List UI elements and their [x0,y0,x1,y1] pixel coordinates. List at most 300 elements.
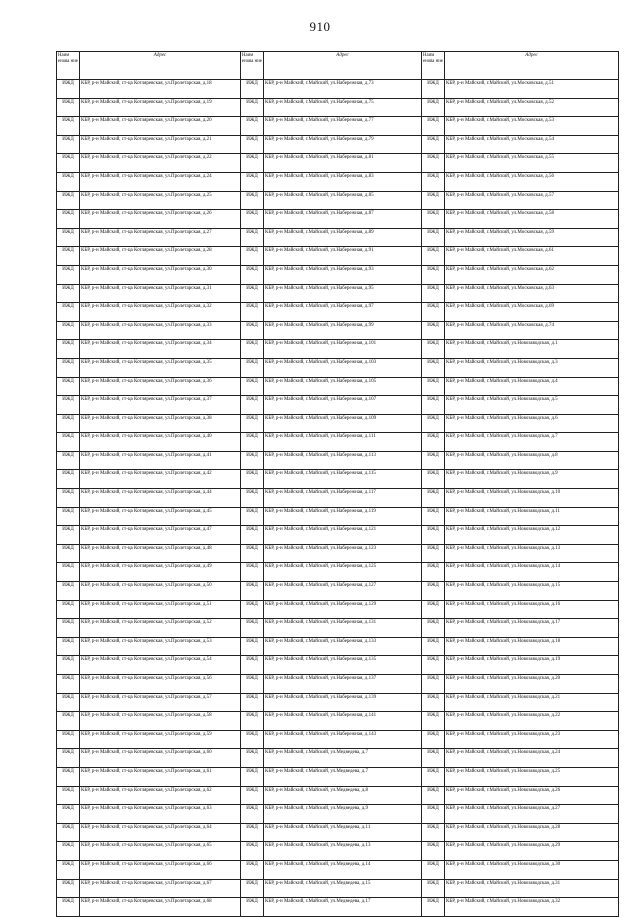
address-cell: КБР, р-н Майский, г.Майский, ул.Московская, д.63 [445,284,619,303]
building-type-cell: ИЖД [57,489,80,508]
building-type-cell: ИЖД [241,823,264,842]
address-cell: КБР, р-н Майский, г.Майский, ул.Московская, д.62 [445,265,619,284]
address-cell: КБР, р-н Майский, г.Майский, ул.Новозаводская, д.14 [445,563,619,582]
building-type-cell: ИЖД [422,228,445,247]
building-type-cell: ИЖД [57,303,80,322]
building-type-cell: ИЖД [241,860,264,879]
building-type-cell: ИЖД [422,600,445,619]
address-cell: КБР, р-н Майский, г.Майский, ул.Московская, д.58 [445,210,619,229]
building-type-cell: ИЖД [241,470,264,489]
table-row [57,154,619,173]
table-row [57,489,619,508]
address-cell: КБР, р-н Майский, ст-ца Котляревская, ул.Пролетарская, д.33 [80,321,241,340]
address-cell: КБР, р-н Майский, г.Майский, ул.Набережная, д.83 [264,172,422,191]
building-type-cell: ИЖД [57,898,80,917]
building-type-cell: ИЖД [57,191,80,210]
address-cell: КБР, р-н Майский, ст-ца Котляревская, ул.Пролетарская, д.60 [80,749,241,768]
building-type-cell: ИЖД [241,228,264,247]
address-cell: КБР, р-н Майский, г.Майский, ул.Новозаводская, д.18 [445,637,619,656]
building-type-cell: ИЖД [422,265,445,284]
address-cell: КБР, р-н Майский, г.Майский, ул.Новозаводская, д.23 [445,730,619,749]
address-cell: КБР, р-н Майский, ст-ца Котляревская, ул.Пролетарская, д.47 [80,526,241,545]
building-type-cell: ИЖД [57,749,80,768]
table-row [57,563,619,582]
building-type-cell: ИЖД [241,693,264,712]
address-cell: КБР, р-н Майский, ст-ца Котляревская, ул.Пролетарская, д.31 [80,284,241,303]
building-type-cell: ИЖД [241,414,264,433]
address-cell: КБР, р-н Майский, ст-ца Котляревская, ул.Пролетарская, д.26 [80,210,241,229]
building-type-cell: ИЖД [241,247,264,266]
table-row [57,321,619,340]
address-cell: КБР, р-н Майский, ст-ца Котляревская, ул.Пролетарская, д.62 [80,786,241,805]
building-type-cell: ИЖД [241,879,264,898]
building-type-cell: ИЖД [57,80,80,99]
address-cell: КБР, р-н Майский, г.Майский, ул.Набережная, д.87 [264,210,422,229]
address-cell: КБР, р-н Майский, г.Майский, ул.Новозаводская, д.4 [445,377,619,396]
address-cell: КБР, р-н Майский, г.Майский, ул.Новозаводская, д.25 [445,767,619,786]
address-cell: КБР, р-н Майский, г.Майский, ул.Новозаводская, д.9 [445,470,619,489]
page-number: 910 [309,19,331,34]
building-type-cell: ИЖД [422,284,445,303]
address-cell: КБР, р-н Майский, г.Майский, ул.Московская, д.56 [445,172,619,191]
header-address: Адрес [264,52,422,80]
address-cell: КБР, р-н Майский, г.Майский, ул.Набережная, д.79 [264,135,422,154]
address-cell: КБР, р-н Майский, г.Майский, ул.Новозаводская, д.8 [445,451,619,470]
header-address: Адрес [80,52,241,80]
building-type-cell: ИЖД [241,842,264,861]
building-type-cell: ИЖД [241,284,264,303]
address-cell: КБР, р-н Майский, г.Майский, ул.Медведева, д.13 [264,842,422,861]
address-cell: КБР, р-н Майский, г.Майский, ул.Новозаводская, д.20 [445,675,619,694]
address-cell: КБР, р-н Майский, г.Майский, ул.Новозаводская, д.19 [445,656,619,675]
table-row [57,377,619,396]
table-row [57,470,619,489]
address-cell: КБР, р-н Майский, г.Майский, ул.Набережная, д.123 [264,544,422,563]
building-type-cell: ИЖД [422,135,445,154]
address-cell: КБР, р-н Майский, ст-ца Котляревская, ул.Пролетарская, д.64 [80,823,241,842]
address-cell: КБР, р-н Майский, ст-ца Котляревская, ул.Пролетарская, д.42 [80,470,241,489]
table-row [57,433,619,452]
building-type-cell: ИЖД [57,842,80,861]
building-type-cell: ИЖД [241,396,264,415]
address-cell: КБР, р-н Майский, г.Майский, ул.Новозаводская, д.24 [445,749,619,768]
address-cell: КБР, р-н Майский, г.Майский, ул.Московская, д.53 [445,117,619,136]
address-cell: КБР, р-н Майский, ст-ца Котляревская, ул.Пролетарская, д.30 [80,265,241,284]
address-cell: КБР, р-н Майский, ст-ца Котляревская, ул.Пролетарская, д.53 [80,637,241,656]
building-type-cell: ИЖД [57,823,80,842]
address-cell: КБР, р-н Майский, ст-ца Котляревская, ул.Пролетарская, д.25 [80,191,241,210]
building-type-cell: ИЖД [241,172,264,191]
address-cell: КБР, р-н Майский, ст-ца Котляревская, ул.Пролетарская, д.57 [80,693,241,712]
address-cell: КБР, р-н Майский, г.Майский, ул.Набережная, д.111 [264,433,422,452]
building-type-cell: ИЖД [57,786,80,805]
address-cell: КБР, р-н Майский, ст-ца Котляревская, ул.Пролетарская, д.63 [80,805,241,824]
building-type-cell: ИЖД [57,433,80,452]
table-row [57,98,619,117]
address-cell: КБР, р-н Майский, ст-ца Котляревская, ул.Пролетарская, д.48 [80,544,241,563]
building-type-cell: ИЖД [57,228,80,247]
address-cell: КБР, р-н Майский, г.Майский, ул.Набережная, д.99 [264,321,422,340]
table-row [57,507,619,526]
building-type-cell: ИЖД [57,712,80,731]
address-cell: КБР, р-н Майский, ст-ца Котляревская, ул.Пролетарская, д.21 [80,135,241,154]
address-cell: КБР, р-н Майский, г.Майский, ул.Набережная, д.125 [264,563,422,582]
table-row [57,619,619,638]
building-type-cell: ИЖД [422,154,445,173]
table-header-row [57,52,619,80]
address-cell: КБР, р-н Майский, ст-ца Котляревская, ул.Пролетарская, д.54 [80,656,241,675]
building-type-cell: ИЖД [57,470,80,489]
address-cell: КБР, р-н Майский, г.Майский, ул.Набережная, д.81 [264,154,422,173]
building-type-cell: ИЖД [57,730,80,749]
building-type-cell: ИЖД [422,303,445,322]
address-cell: КБР, р-н Майский, ст-ца Котляревская, ул.Пролетарская, д.41 [80,451,241,470]
table-row [57,80,619,99]
table-row [57,600,619,619]
table-row [57,228,619,247]
address-cell: КБР, р-н Майский, г.Майский, ул.Новозаводская, д.29 [445,842,619,861]
table-row [57,284,619,303]
address-cell: КБР, р-н Майский, г.Майский, ул.Набережная, д.129 [264,600,422,619]
building-type-cell: ИЖД [241,582,264,601]
address-cell: КБР, р-н Майский, ст-ца Котляревская, ул.Пролетарская, д.58 [80,712,241,731]
address-cell: КБР, р-н Майский, г.Майский, ул.Московская, д.55 [445,154,619,173]
address-cell: КБР, р-н Майский, г.Майский, ул.Новозаводская, д.3 [445,358,619,377]
address-cell: КБР, р-н Майский, ст-ца Котляревская, ул.Пролетарская, д.59 [80,730,241,749]
table-body [57,80,619,917]
address-cell: КБР, р-н Майский, г.Майский, ул.Медведева, д.7 [264,767,422,786]
table-row [57,842,619,861]
building-type-cell: ИЖД [241,619,264,638]
table-row [57,693,619,712]
address-cell: КБР, р-н Майский, г.Майский, ул.Набережная, д.91 [264,247,422,266]
table-row [57,451,619,470]
building-type-cell: ИЖД [241,489,264,508]
address-cell: КБР, р-н Майский, ст-ца Котляревская, ул.Пролетарская, д.36 [80,377,241,396]
building-type-cell: ИЖД [241,637,264,656]
building-type-cell: ИЖД [422,860,445,879]
address-cell: КБР, р-н Майский, ст-ца Котляревская, ул.Пролетарская, д.44 [80,489,241,508]
building-type-cell: ИЖД [422,637,445,656]
building-type-cell: ИЖД [57,284,80,303]
building-type-cell: ИЖД [57,582,80,601]
building-type-cell: ИЖД [422,210,445,229]
table-row [57,879,619,898]
table-row [57,247,619,266]
address-cell: КБР, р-н Майский, ст-ца Котляревская, ул.Пролетарская, д.38 [80,414,241,433]
building-type-cell: ИЖД [422,526,445,545]
table-row [57,582,619,601]
building-type-cell: ИЖД [422,507,445,526]
table-row [57,823,619,842]
building-type-cell: ИЖД [422,619,445,638]
building-type-cell: ИЖД [241,526,264,545]
address-cell: КБР, р-н Майский, г.Майский, ул.Медведева, д.8 [264,786,422,805]
building-type-cell: ИЖД [57,117,80,136]
address-cell: КБР, р-н Майский, г.Майский, ул.Набережная, д.113 [264,451,422,470]
table-row [57,656,619,675]
building-type-cell: ИЖД [57,247,80,266]
address-cell: КБР, р-н Майский, г.Майский, ул.Набережная, д.95 [264,284,422,303]
building-type-cell: ИЖД [57,544,80,563]
address-cell: КБР, р-н Майский, ст-ца Котляревская, ул.Пролетарская, д.37 [80,396,241,415]
address-cell: КБР, р-н Майский, г.Майский, ул.Набережная, д.75 [264,98,422,117]
table-row [57,210,619,229]
address-cell: КБР, р-н Майский, ст-ца Котляревская, ул.Пролетарская, д.52 [80,619,241,638]
building-type-cell: ИЖД [57,507,80,526]
building-type-cell: ИЖД [57,879,80,898]
address-cell: КБР, р-н Майский, г.Майский, ул.Московская, д.51 [445,80,619,99]
building-type-cell: ИЖД [241,265,264,284]
address-cell: КБР, р-н Майский, ст-ца Котляревская, ул.Пролетарская, д.28 [80,247,241,266]
address-cell: КБР, р-н Майский, г.Майский, ул.Московская, д.74 [445,321,619,340]
address-cell: КБР, р-н Майский, ст-ца Котляревская, ул.Пролетарская, д.40 [80,433,241,452]
building-type-cell: ИЖД [422,433,445,452]
address-cell: КБР, р-н Майский, ст-ца Котляревская, ул.Пролетарская, д.65 [80,842,241,861]
table-row [57,414,619,433]
address-cell: КБР, р-н Майский, г.Майский, ул.Набережная, д.105 [264,377,422,396]
address-cell: КБР, р-н Майский, г.Майский, ул.Московская, д.57 [445,191,619,210]
address-cell: КБР, р-н Майский, г.Майский, ул.Набережная, д.117 [264,489,422,508]
address-cell: КБР, р-н Майский, г.Майский, ул.Медведева, д.17 [264,898,422,917]
building-type-cell: ИЖД [422,898,445,917]
address-cell: КБР, р-н Майский, г.Майский, ул.Набережная, д.109 [264,414,422,433]
building-type-cell: ИЖД [241,767,264,786]
address-cell: КБР, р-н Майский, г.Майский, ул.Набережная, д.103 [264,358,422,377]
address-cell: КБР, р-н Майский, г.Майский, ул.Медведева, д.14 [264,860,422,879]
address-cell: КБР, р-н Майский, ст-ца Котляревская, ул.Пролетарская, д.61 [80,767,241,786]
building-type-cell: ИЖД [57,451,80,470]
building-type-cell: ИЖД [422,80,445,99]
address-cell: КБР, р-н Майский, г.Майский, ул.Медведева, д.15 [264,879,422,898]
building-type-cell: ИЖД [241,80,264,99]
address-cell: КБР, р-н Майский, г.Майский, ул.Новозаводская, д.13 [445,544,619,563]
address-cell: КБР, р-н Майский, г.Майский, ул.Набережная, д.141 [264,712,422,731]
building-type-cell: ИЖД [57,693,80,712]
table-row [57,675,619,694]
address-cell: КБР, р-н Майский, ст-ца Котляревская, ул.Пролетарская, д.66 [80,860,241,879]
address-cell: КБР, р-н Майский, г.Майский, ул.Новозаводская, д.22 [445,712,619,731]
address-cell: КБР, р-н Майский, г.Майский, ул.Московская, д.61 [445,247,619,266]
address-cell: КБР, р-н Майский, г.Майский, ул.Набережная, д.93 [264,265,422,284]
building-type-cell: ИЖД [57,98,80,117]
address-cell: КБР, р-н Майский, ст-ца Котляревская, ул.Пролетарская, д.67 [80,879,241,898]
building-type-cell: ИЖД [241,303,264,322]
table-row [57,786,619,805]
address-cell: КБР, р-н Майский, г.Майский, ул.Новозаводская, д.5 [445,396,619,415]
building-type-cell: ИЖД [57,154,80,173]
building-type-cell: ИЖД [241,563,264,582]
table-row [57,265,619,284]
table-row [57,117,619,136]
building-type-cell: ИЖД [57,656,80,675]
building-type-cell: ИЖД [57,600,80,619]
address-cell: КБР, р-н Майский, ст-ца Котляревская, ул.Пролетарская, д.18 [80,80,241,99]
address-cell: КБР, р-н Майский, ст-ца Котляревская, ул.Пролетарская, д.32 [80,303,241,322]
building-type-cell: ИЖД [422,805,445,824]
building-type-cell: ИЖД [422,563,445,582]
address-cell: КБР, р-н Майский, г.Майский, ул.Новозаводская, д.31 [445,879,619,898]
building-type-cell: ИЖД [241,898,264,917]
address-cell: КБР, р-н Майский, г.Майский, ул.Новозаводская, д.12 [445,526,619,545]
address-cell: КБР, р-н Майский, ст-ца Котляревская, ул.Пролетарская, д.35 [80,358,241,377]
address-cell: КБР, р-н Майский, г.Майский, ул.Набережная, д.85 [264,191,422,210]
address-cell: КБР, р-н Майский, г.Майский, ул.Новозаводская, д.16 [445,600,619,619]
building-type-cell: ИЖД [422,582,445,601]
table-row [57,749,619,768]
address-cell: КБР, р-н Майский, ст-ца Котляревская, ул.Пролетарская, д.34 [80,340,241,359]
building-type-cell: ИЖД [241,210,264,229]
building-type-cell: ИЖД [422,749,445,768]
building-type-cell: ИЖД [422,470,445,489]
table-row [57,340,619,359]
building-type-cell: ИЖД [422,340,445,359]
address-cell: КБР, р-н Майский, г.Майский, ул.Набережная, д.89 [264,228,422,247]
building-type-cell: ИЖД [422,879,445,898]
building-type-cell: ИЖД [57,377,80,396]
building-type-cell: ИЖД [57,321,80,340]
building-type-cell: ИЖД [422,730,445,749]
building-type-cell: ИЖД [422,117,445,136]
header-name: Наим енова ние [57,52,80,80]
address-cell: КБР, р-н Майский, ст-ца Котляревская, ул.Пролетарская, д.45 [80,507,241,526]
building-type-cell: ИЖД [57,805,80,824]
table-row [57,396,619,415]
building-type-cell: ИЖД [241,675,264,694]
building-type-cell: ИЖД [241,544,264,563]
table-row [57,767,619,786]
building-type-cell: ИЖД [57,265,80,284]
address-cell: КБР, р-н Майский, г.Майский, ул.Новозаводская, д.21 [445,693,619,712]
address-cell: КБР, р-н Майский, г.Майский, ул.Московская, д.52 [445,98,619,117]
address-cell: КБР, р-н Майский, г.Майский, ул.Новозаводская, д.1 [445,340,619,359]
address-cell: КБР, р-н Майский, г.Майский, ул.Новозаводская, д.26 [445,786,619,805]
address-cell: КБР, р-н Майский, г.Майский, ул.Медведева, д.11 [264,823,422,842]
table-row [57,712,619,731]
address-cell: КБР, р-н Майский, г.Майский, ул.Набережная, д.133 [264,637,422,656]
address-cell: КБР, р-н Майский, г.Майский, ул.Набережная, д.97 [264,303,422,322]
address-cell: КБР, р-н Майский, ст-ца Котляревская, ул.Пролетарская, д.49 [80,563,241,582]
address-cell: КБР, р-н Майский, г.Майский, ул.Московская, д.59 [445,228,619,247]
building-type-cell: ИЖД [57,675,80,694]
building-type-cell: ИЖД [57,619,80,638]
address-cell: КБР, р-н Майский, ст-ца Котляревская, ул.Пролетарская, д.51 [80,600,241,619]
building-type-cell: ИЖД [57,396,80,415]
building-type-cell: ИЖД [241,321,264,340]
address-table [56,51,619,917]
building-type-cell: ИЖД [422,656,445,675]
address-cell: КБР, р-н Майский, г.Майский, ул.Набережная, д.139 [264,693,422,712]
building-type-cell: ИЖД [241,191,264,210]
building-type-cell: ИЖД [241,507,264,526]
building-type-cell: ИЖД [422,842,445,861]
building-type-cell: ИЖД [57,860,80,879]
building-type-cell: ИЖД [57,637,80,656]
address-cell: КБР, р-н Майский, г.Майский, ул.Набережная, д.77 [264,117,422,136]
building-type-cell: ИЖД [241,154,264,173]
address-cell: КБР, р-н Майский, ст-ца Котляревская, ул.Пролетарская, д.56 [80,675,241,694]
building-type-cell: ИЖД [241,117,264,136]
table-row [57,637,619,656]
address-cell: КБР, р-н Майский, г.Майский, ул.Новозаводская, д.27 [445,805,619,824]
building-type-cell: ИЖД [241,656,264,675]
address-cell: КБР, р-н Майский, г.Майский, ул.Новозаводская, д.30 [445,860,619,879]
table-row [57,805,619,824]
header-address: Адрес [445,52,619,80]
table-row [57,191,619,210]
building-type-cell: ИЖД [241,451,264,470]
building-type-cell: ИЖД [422,191,445,210]
building-type-cell: ИЖД [422,377,445,396]
building-type-cell: ИЖД [241,749,264,768]
address-cell: КБР, р-н Майский, ст-ца Котляревская, ул.Пролетарская, д.19 [80,98,241,117]
building-type-cell: ИЖД [241,358,264,377]
table-row [57,526,619,545]
address-cell: КБР, р-н Майский, г.Майский, ул.Набережная, д.121 [264,526,422,545]
building-type-cell: ИЖД [422,172,445,191]
address-cell: КБР, р-н Майский, ст-ца Котляревская, ул.Пролетарская, д.27 [80,228,241,247]
building-type-cell: ИЖД [422,675,445,694]
address-cell: КБР, р-н Майский, г.Майский, ул.Московская, д.69 [445,303,619,322]
building-type-cell: ИЖД [422,823,445,842]
address-cell: КБР, р-н Майский, ст-ца Котляревская, ул.Пролетарская, д.22 [80,154,241,173]
building-type-cell: ИЖД [57,414,80,433]
building-type-cell: ИЖД [241,600,264,619]
building-type-cell: ИЖД [241,712,264,731]
address-cell: КБР, р-н Майский, г.Майский, ул.Новозаводская, д.15 [445,582,619,601]
address-cell: КБР, р-н Майский, г.Майский, ул.Московская, д.54 [445,135,619,154]
address-cell: КБР, р-н Майский, г.Майский, ул.Набережная, д.135 [264,656,422,675]
address-cell: КБР, р-н Майский, г.Майский, ул.Набережная, д.137 [264,675,422,694]
address-cell: КБР, р-н Майский, г.Майский, ул.Набережная, д.131 [264,619,422,638]
building-type-cell: ИЖД [241,433,264,452]
header-name: Наим енова ние [241,52,264,80]
building-type-cell: ИЖД [57,526,80,545]
table-row [57,860,619,879]
table-row [57,172,619,191]
address-cell: КБР, р-н Майский, г.Майский, ул.Новозаводская, д.11 [445,507,619,526]
header-name: Наим енова ние [422,52,445,80]
address-cell: КБР, р-н Майский, г.Майский, ул.Новозаводская, д.6 [445,414,619,433]
building-type-cell: ИЖД [422,451,445,470]
address-cell: КБР, р-н Майский, г.Майский, ул.Медведева, д.9 [264,805,422,824]
address-cell: КБР, р-н Майский, г.Майский, ул.Новозаводская, д.7 [445,433,619,452]
address-cell: КБР, р-н Майский, ст-ца Котляревская, ул.Пролетарская, д.50 [80,582,241,601]
building-type-cell: ИЖД [422,693,445,712]
building-type-cell: ИЖД [422,414,445,433]
building-type-cell: ИЖД [241,135,264,154]
address-cell: КБР, р-н Майский, г.Майский, ул.Набережная, д.73 [264,80,422,99]
address-cell: КБР, р-н Майский, г.Майский, ул.Новозаводская, д.10 [445,489,619,508]
building-type-cell: ИЖД [57,172,80,191]
building-type-cell: ИЖД [241,340,264,359]
building-type-cell: ИЖД [422,396,445,415]
building-type-cell: ИЖД [57,210,80,229]
building-type-cell: ИЖД [422,321,445,340]
address-cell: КБР, р-н Майский, г.Майский, ул.Набережная, д.115 [264,470,422,489]
building-type-cell: ИЖД [422,98,445,117]
building-type-cell: ИЖД [241,98,264,117]
building-type-cell: ИЖД [422,544,445,563]
building-type-cell: ИЖД [422,767,445,786]
building-type-cell: ИЖД [422,786,445,805]
address-cell: КБР, р-н Майский, г.Майский, ул.Набережная, д.127 [264,582,422,601]
address-cell: КБР, р-н Майский, г.Майский, ул.Новозаводская, д.28 [445,823,619,842]
building-type-cell: ИЖД [57,767,80,786]
building-type-cell: ИЖД [57,358,80,377]
building-type-cell: ИЖД [57,135,80,154]
address-cell: КБР, р-н Майский, г.Майский, ул.Новозаводская, д.32 [445,898,619,917]
